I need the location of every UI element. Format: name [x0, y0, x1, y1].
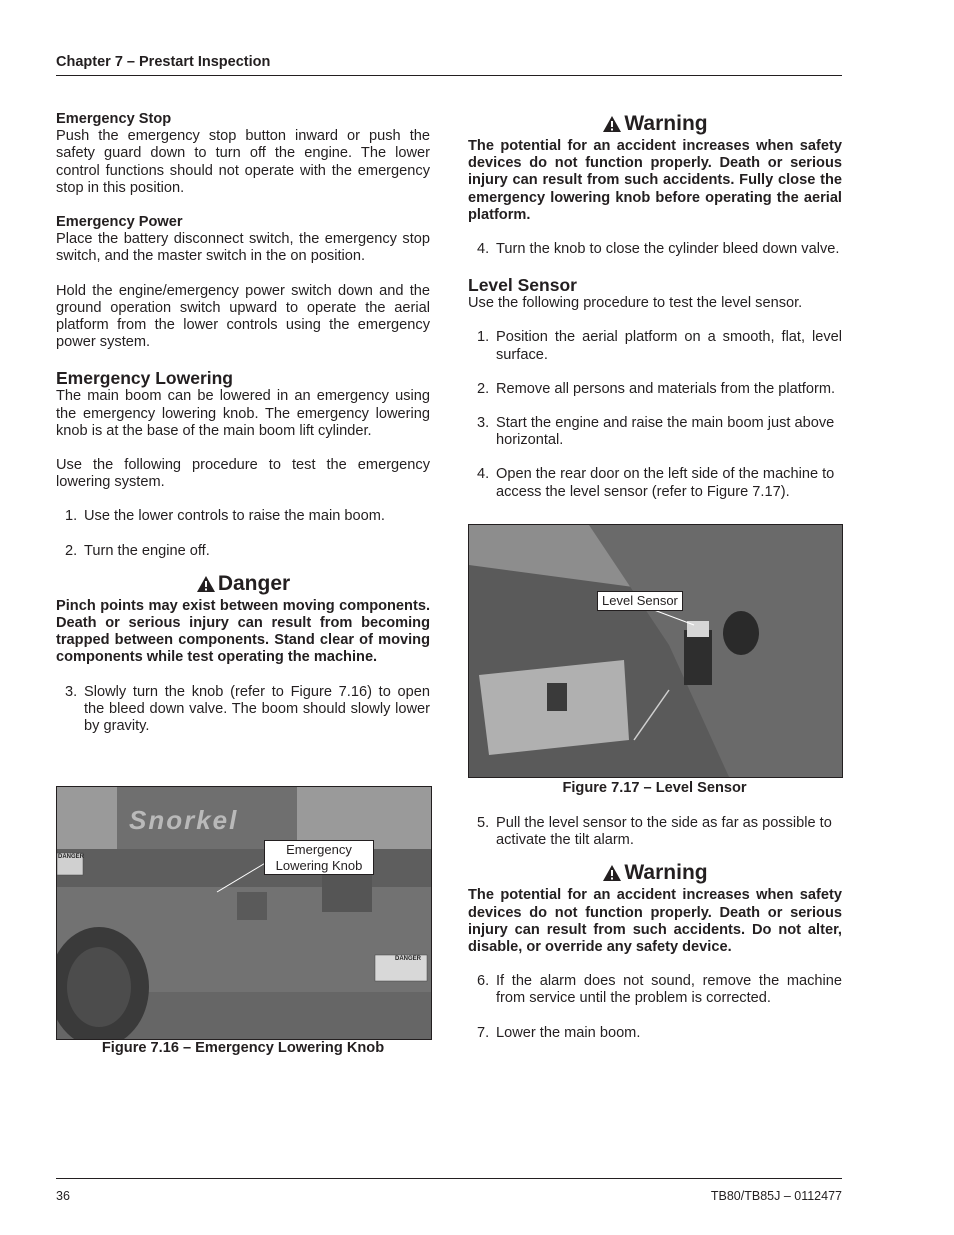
warning-1-text: The potential for an accident increases when safety devices do not function properly. Death or serious injury can result from such accidents. Fully close the emergency lowering knob before operating the aerial platform.: [468, 138, 842, 223]
warning-1-title: Warning: [624, 112, 708, 135]
header-rule: [56, 75, 842, 76]
chapter-header: Chapter 7 – Prestart Inspection: [56, 54, 271, 70]
figure-7-16-caption: Figure 7.16 – Emergency Lowering Knob: [101, 1040, 385, 1056]
danger-title-row: [56, 572, 430, 596]
list-item: 5. Pull the level sensor to the side as far as possible to activate the tilt alarm.: [477, 815, 832, 849]
warning-triangle-icon: [602, 115, 622, 133]
snorkel-brand-text: Snorkel: [129, 805, 239, 835]
right-column-lower: [468, 815, 842, 1042]
emergency-power-text-2: Hold the engine/emergency power switch down and the ground operation switch upward to operate the aerial platform from the lower controls using the emergency power system.: [56, 282, 430, 351]
document-id: TB80/TB85J – 0112477: [710, 1189, 842, 1203]
emergency-lowering-photo: [57, 787, 431, 1039]
level-sensor-title: Level Sensor: [468, 275, 577, 296]
list-item: 1. Position the aerial platform on a smooth, flat, level surface.: [477, 329, 842, 363]
list-item: 7. Lower the main boom.: [477, 1024, 641, 1041]
list-item: 3. Start the engine and raise the main boom just above horizontal.: [477, 415, 835, 449]
warning-triangle-icon: [602, 864, 622, 882]
level-sensor-text: Use the following procedure to test the level sensor.: [468, 295, 803, 312]
list-item: 6. If the alarm does not sound, remove the machine from service until the problem is corrected.: [477, 973, 842, 1007]
list-item: 4. Turn the knob to close the cylinder bleed down valve.: [477, 241, 840, 258]
warning-2-title-row: [468, 861, 842, 885]
danger-text: Pinch points may exist between moving components. Death or serious injury can result from becoming trapped between components. Stand clear of moving components while test operating the machine.: [56, 597, 430, 666]
level-sensor-label: Level Sensor: [597, 591, 683, 611]
warning-1-title-row: [468, 112, 842, 136]
left-column: [56, 111, 430, 735]
emergency-lowering-text-2: Use the following procedure to test the emergency lowering system.: [56, 457, 430, 491]
list-item: 4. Open the rear door on the left side of the machine to access the level sensor (refer to Figure 7.17).: [477, 466, 835, 500]
decal-text-right: DANGER: [395, 956, 422, 962]
right-column: [468, 112, 842, 501]
emergency-stop-text: Push the emergency stop button inward or push the safety guard down to turn off the engine. The lower control functions should not operate with the emergency stop in this position.: [56, 128, 430, 196]
warning-2-title: Warning: [624, 861, 708, 885]
emergency-lowering-title: Emergency Lowering: [56, 368, 233, 389]
decal-text-left: DANGER: [58, 854, 85, 860]
emergency-stop-title: Emergency Stop: [56, 111, 172, 127]
danger-title: Danger: [217, 571, 291, 595]
figure-emergency-lowering-knob: [56, 786, 432, 1040]
list-item: 1. Use the lower controls to raise the main boom.: [65, 508, 385, 525]
emergency-power-text-1: Place the battery disconnect switch, the emergency stop switch, and the master switch in the on position.: [56, 231, 430, 265]
footer-rule: [56, 1178, 842, 1179]
list-item: 2. Remove all persons and materials from the platform.: [477, 380, 836, 397]
warning-2-text: The potential for an accident increases when safety devices do not function properly. Death or serious injury can result from such accidents. Do not alter, disable, or override any safety device.: [468, 887, 842, 956]
page-number: 36: [56, 1189, 70, 1203]
list-item: 3. Slowly turn the knob (refer to Figure 7.16) to open the bleed down valve. The boom should slowly lower by gravity.: [65, 683, 430, 735]
list-item: 2. Turn the engine off.: [65, 542, 210, 559]
figure-7-17-caption: Figure 7.17 – Level Sensor: [562, 780, 747, 796]
emergency-lowering-text-1: The main boom can be lowered in an emergency using the emergency lowering knob. The emergency lowering knob is at the base of the main boom lift cylinder.: [56, 388, 430, 439]
emergency-power-title: Emergency Power: [56, 214, 183, 231]
emergency-lowering-knob-label: Emergency Lowering Knob: [264, 840, 374, 875]
level-sensor-photo: [469, 525, 842, 777]
figure-level-sensor: [468, 524, 843, 778]
warning-triangle-icon: [196, 575, 216, 593]
